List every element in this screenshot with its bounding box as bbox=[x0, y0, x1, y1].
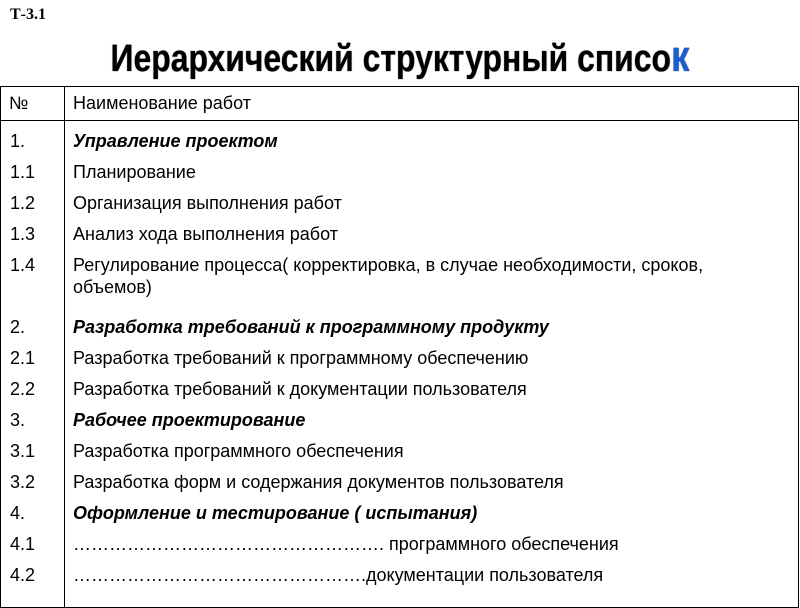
work-item: Разработка программного обеспечения bbox=[73, 441, 404, 461]
header-work-name: Наименование работ bbox=[65, 87, 799, 121]
work-name-list bbox=[65, 125, 798, 590]
work-item: Регулирование процесса( корректировка, в случае необходимости, сроков, объемов) bbox=[73, 255, 704, 297]
table-body-row bbox=[1, 121, 799, 608]
number-list bbox=[1, 125, 64, 590]
row-number: 1.4 bbox=[10, 255, 36, 275]
slide-title-text: Иерархический структурный списо bbox=[110, 38, 671, 80]
row-number: 3. bbox=[10, 410, 26, 430]
row-number: 2.2 bbox=[10, 379, 36, 399]
slide-label: Т-3.1 bbox=[10, 6, 46, 23]
work-item: Разработка требований к программному обеспечению bbox=[73, 348, 529, 368]
row-number: 4.2 bbox=[10, 565, 36, 585]
work-item: Анализ хода выполнения работ bbox=[73, 224, 338, 244]
work-name-column bbox=[65, 121, 799, 608]
work-item: Организация выполнения работ bbox=[73, 193, 342, 213]
row-number: 1.2 bbox=[10, 193, 36, 213]
work-group-heading: Управление проектом bbox=[73, 131, 278, 151]
work-group-heading: Рабочее проектирование bbox=[73, 410, 306, 430]
row-number: 3.1 bbox=[10, 441, 36, 461]
work-item: Разработка требований к документации пользователя bbox=[73, 379, 527, 399]
row-number: 2. bbox=[10, 317, 26, 337]
number-column bbox=[1, 121, 65, 608]
work-group-heading: Разработка требований к программному продукту bbox=[73, 317, 549, 337]
slide-title bbox=[64, 34, 736, 82]
row-number: 1.3 bbox=[10, 224, 36, 244]
work-group-heading: Оформление и тестирование ( испытания) bbox=[73, 503, 478, 523]
row-number: 3.2 bbox=[10, 472, 36, 492]
row-number: 4.1 bbox=[10, 534, 36, 554]
row-number: 1. bbox=[10, 131, 26, 151]
work-item: Планирование bbox=[73, 162, 196, 182]
row-number: 4. bbox=[10, 503, 26, 523]
table-header-row bbox=[1, 87, 799, 121]
work-item: Разработка форм и содержания документов пользователя bbox=[73, 472, 564, 492]
work-breakdown-table bbox=[0, 86, 799, 608]
row-number: 1.1 bbox=[10, 162, 36, 182]
header-number: № bbox=[1, 87, 65, 121]
slide-title-last-letter: к bbox=[670, 32, 690, 81]
row-number: 2.1 bbox=[10, 348, 36, 368]
work-item: ……………………………………………. программного обеспечения bbox=[73, 534, 619, 554]
work-item: ………………………………………….документации пользователя bbox=[73, 565, 604, 585]
